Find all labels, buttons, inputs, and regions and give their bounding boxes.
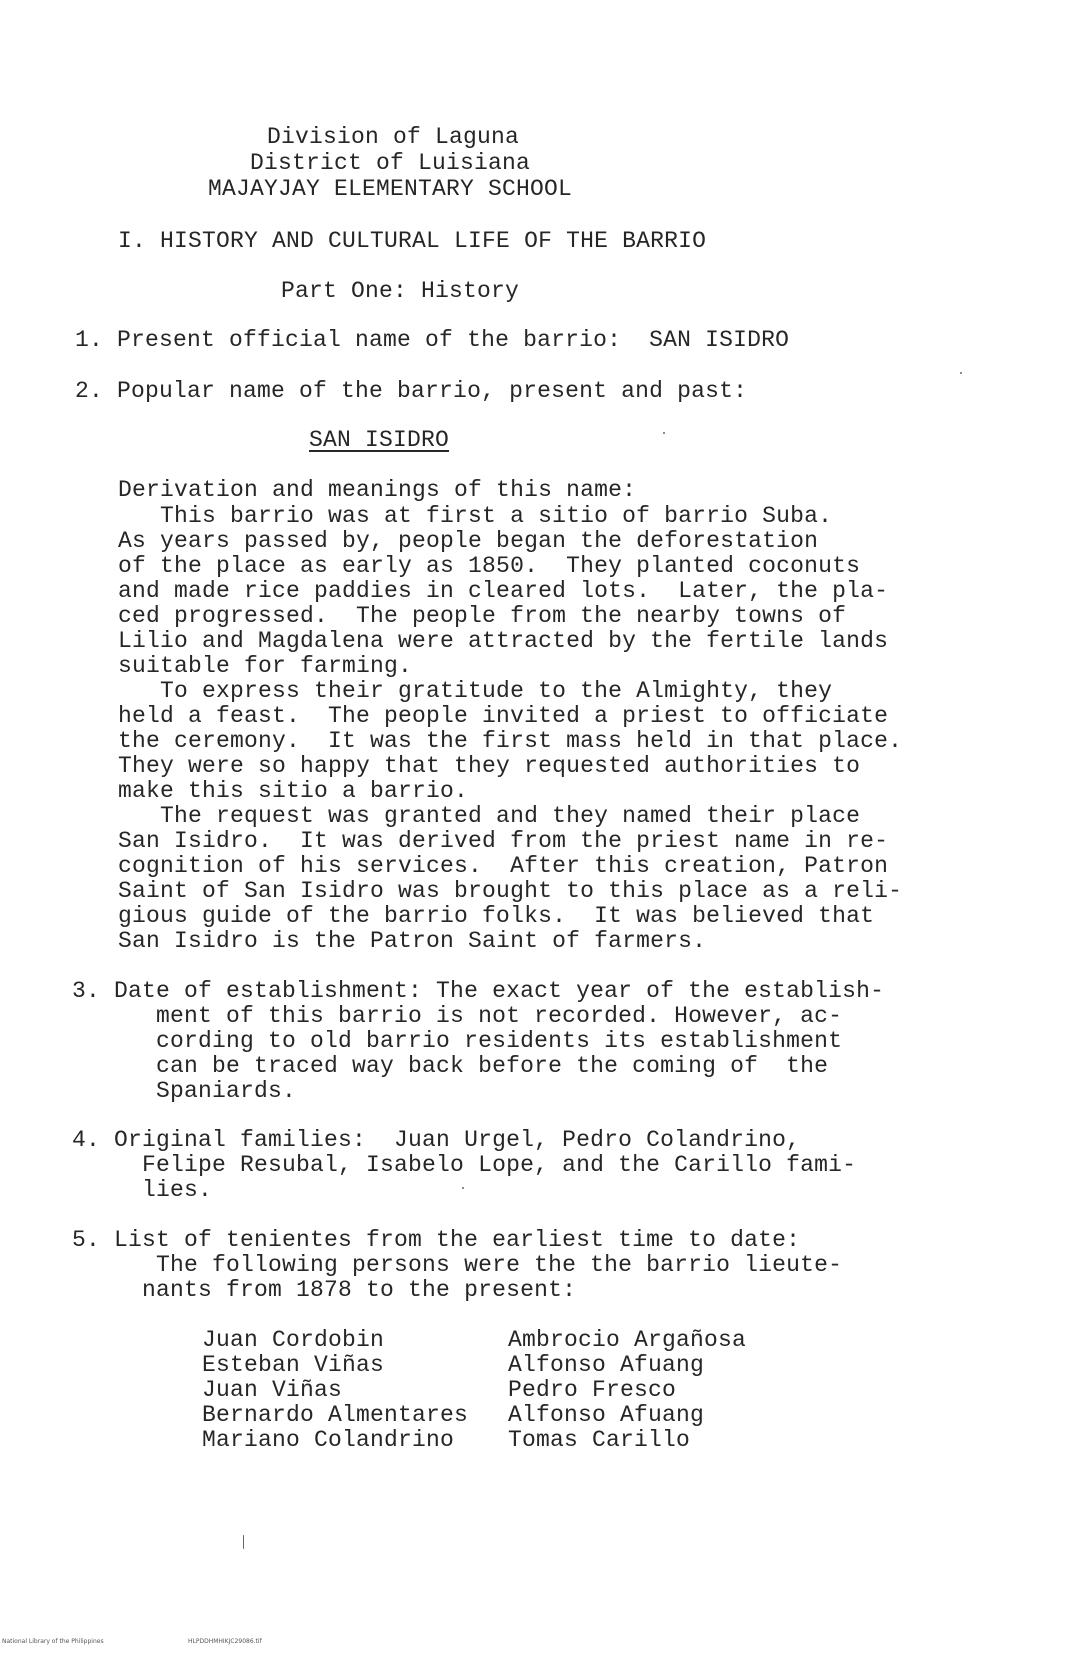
header-school: MAJAYJAY ELEMENTARY SCHOOL [208, 176, 573, 202]
teniente-name: Esteban Viñas [202, 1352, 385, 1378]
derivation-line: held a feast. The people invited a priest to officiate [118, 703, 889, 729]
part-title: Part One: History [281, 278, 520, 304]
item-establishment-line: can be traced way back before the coming of the [72, 1053, 829, 1079]
derivation-line: gious guide of the barrio folks. It was believed that [118, 903, 875, 929]
footer-filename: HLPDDHMHIKJC29086.tif [188, 1638, 262, 1645]
item-establishment-line: cording to old barrio residents its establishment [72, 1028, 843, 1054]
item-tenientes-line: nants from 1878 to the present: [72, 1277, 577, 1303]
item-popular-name-label: 2. Popular name of the barrio, present and past: [75, 378, 748, 404]
teniente-name: Bernardo Almentares [202, 1402, 469, 1428]
item-tenientes-line: The following persons were the the barrio lieute- [72, 1252, 843, 1278]
section-title: I. HISTORY AND CULTURAL LIFE OF THE BARRIO [118, 228, 707, 254]
scan-speck [243, 1535, 244, 1549]
item-popular-name-value: SAN ISIDRO [309, 427, 450, 453]
item-official-name: 1. Present official name of the barrio: SAN ISIDRO [75, 327, 790, 353]
item-tenientes-line: 5. List of tenientes from the earliest time to date: [72, 1227, 801, 1253]
scan-speck [462, 1187, 464, 1189]
derivation-line: They were so happy that they requested authorities to [118, 753, 861, 779]
teniente-name: Juan Cordobin [202, 1327, 385, 1353]
scan-speck [960, 372, 962, 374]
item-families-line: 4. Original families: Juan Urgel, Pedro Colandrino, [72, 1127, 801, 1153]
teniente-name: Mariano Colandrino [202, 1427, 455, 1453]
derivation-line: cognition of his services. After this creation, Patron [118, 853, 889, 879]
item-establishment-line: 3. Date of establishment: The exact year of the establish- [72, 978, 885, 1004]
derivation-line: Lilio and Magdalena were attracted by the fertile lands [118, 628, 889, 654]
derivation-line: and made rice paddies in cleared lots. Later, the pla- [118, 578, 889, 604]
teniente-name: Alfonso Afuang [508, 1352, 705, 1378]
derivation-line: As years passed by, people began the deforestation [118, 528, 819, 554]
teniente-name: Alfonso Afuang [508, 1402, 705, 1428]
teniente-name: Juan Viñas [202, 1377, 343, 1403]
footer-library: National Library of the Philippines [2, 1638, 104, 1645]
scan-speck [663, 432, 665, 434]
teniente-name: Tomas Carillo [508, 1427, 691, 1453]
item-establishment-line: Spaniards. [72, 1078, 297, 1104]
derivation-line: the ceremony. It was the first mass held in that place. [118, 728, 903, 754]
header-division: Division of Laguna [267, 124, 520, 150]
item-families-line: Felipe Resubal, Isabelo Lope, and the Carillo fami- [72, 1152, 857, 1178]
derivation-line: make this sitio a barrio. [118, 778, 469, 804]
derivation-line: The request was granted and they named their place [118, 803, 861, 829]
derivation-line: San Isidro. It was derived from the priest name in re- [118, 828, 889, 854]
item-establishment-line: ment of this barrio is not recorded. However, ac- [72, 1003, 843, 1029]
teniente-name: Ambrocio Argañosa [508, 1327, 747, 1353]
derivation-line: Saint of San Isidro was brought to this place as a reli- [118, 878, 903, 904]
derivation-line: ced progressed. The people from the nearby towns of [118, 603, 847, 629]
derivation-line: of the place as early as 1850. They planted coconuts [118, 553, 861, 579]
derivation-heading: Derivation and meanings of this name: [118, 477, 637, 503]
derivation-line: suitable for farming. [118, 653, 413, 679]
derivation-line: This barrio was at first a sitio of barrio Suba. [118, 503, 833, 529]
teniente-name: Pedro Fresco [508, 1377, 677, 1403]
derivation-line: San Isidro is the Patron Saint of farmers. [118, 928, 707, 954]
header-district: District of Luisiana [250, 150, 531, 176]
derivation-line: To express their gratitude to the Almighty, they [118, 678, 833, 704]
item-families-line: lies. [72, 1177, 213, 1203]
